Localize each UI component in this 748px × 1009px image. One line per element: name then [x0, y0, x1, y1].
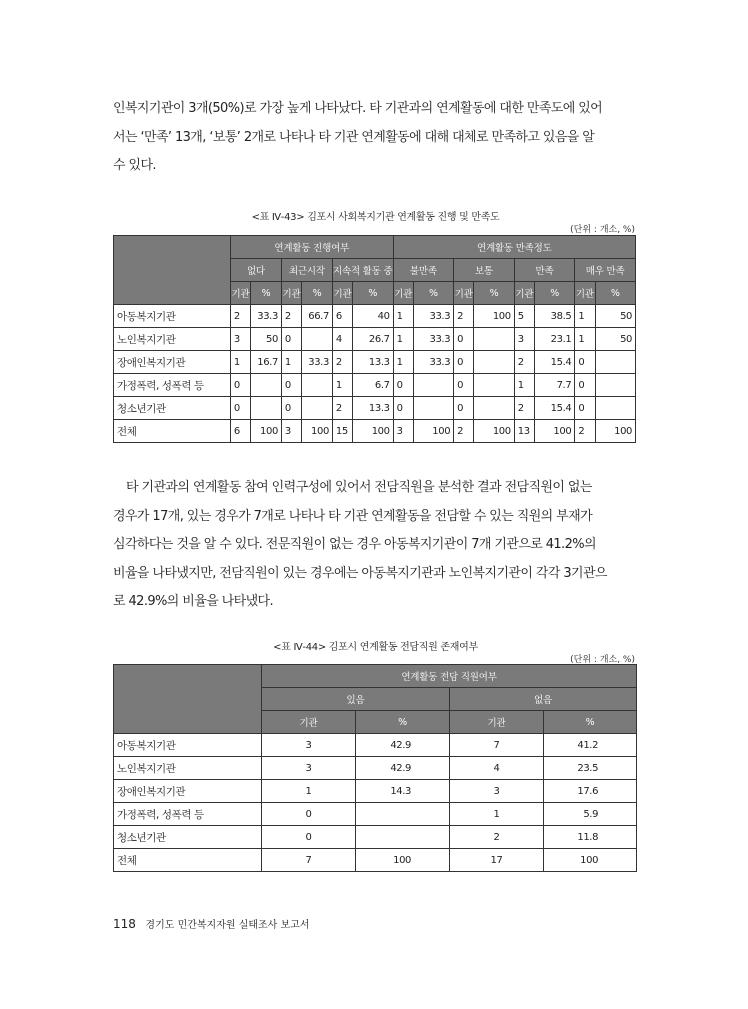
table-1-col-header: % — [302, 282, 333, 305]
paragraph-2-line: 심각하다는 것을 알 수 있다. 전문직원이 없는 경우 아동복지기관이 7개 기관으로 41.2%의 — [113, 537, 596, 552]
table-1-unit: (단위 : 개소, %) — [570, 225, 635, 235]
count-cell: 0 — [262, 826, 356, 849]
table-1-col-header: % — [595, 282, 636, 305]
count-cell: 1 — [230, 351, 250, 374]
table-2-body — [114, 734, 637, 872]
count-cell: 0 — [454, 397, 474, 420]
percent-cell: 50 — [595, 328, 636, 351]
table-1-col-header: 기관 — [454, 282, 474, 305]
count-cell: 7 — [450, 734, 544, 757]
table-1-col-header: % — [353, 282, 393, 305]
row-label: 노인복지기관 — [114, 757, 262, 780]
count-cell: 2 — [514, 351, 534, 374]
paragraph-2-line: 비율을 나타냈지만, 전담직원이 있는 경우에는 아동복지기관과 노인복지기관이 각각 3기관으 — [113, 565, 607, 581]
table-row — [114, 757, 637, 780]
count-cell: 1 — [393, 328, 413, 351]
percent-cell: 50 — [595, 305, 636, 328]
row-label: 청소년기관 — [114, 397, 231, 420]
row-label: 가정폭력, 성폭력 등 — [114, 803, 262, 826]
percent-cell: 7.7 — [534, 374, 574, 397]
table-1-body — [114, 305, 636, 443]
count-cell: 3 — [262, 734, 356, 757]
table-1-col-header: 기관 — [575, 282, 595, 305]
page-footer — [113, 916, 310, 931]
table-row — [114, 420, 636, 443]
percent-cell: 15.4 — [534, 397, 574, 420]
table-1 — [113, 235, 636, 443]
table-1-group-header: 연계활동 진행여부 — [230, 236, 393, 259]
count-cell: 2 — [575, 420, 595, 443]
paragraph-2-line: 타 기관과의 연계활동 참여 인력구성에 있어서 전담직원을 분석한 결과 전담직원이 없는 — [126, 480, 592, 495]
count-cell: 0 — [575, 374, 595, 397]
percent-cell: 100 — [356, 849, 450, 872]
count-cell: 3 — [450, 780, 544, 803]
count-cell: 0 — [454, 374, 474, 397]
percent-cell: 26.7 — [353, 328, 393, 351]
table-row — [114, 374, 636, 397]
count-cell: 3 — [281, 420, 301, 443]
percent-cell: 33.3 — [251, 305, 282, 328]
count-cell: 2 — [514, 397, 534, 420]
percent-cell: 13.3 — [353, 351, 393, 374]
percent-cell: 100 — [544, 849, 637, 872]
row-label: 전체 — [114, 420, 231, 443]
table-2-col-header: % — [544, 711, 637, 734]
table-1-col-header: % — [474, 282, 514, 305]
table-1-group-header-row — [114, 236, 636, 259]
percent-cell — [251, 374, 282, 397]
percent-cell: 100 — [413, 420, 453, 443]
percent-cell — [302, 374, 333, 397]
row-label: 전체 — [114, 849, 262, 872]
percent-cell: 14.3 — [356, 780, 450, 803]
count-cell: 4 — [332, 328, 352, 351]
percent-cell: 100 — [474, 420, 514, 443]
table-1-sub-header: 매우 만족 — [575, 259, 636, 282]
count-cell: 1 — [575, 305, 595, 328]
percent-cell: 42.9 — [356, 734, 450, 757]
paragraph-1-line: 서는 ‘만족’ 13개, ‘보통’ 2개로 나타나 타 기관 연계활동에 대해 대체로 만족하고 있음을 알 — [113, 129, 595, 145]
percent-cell — [356, 803, 450, 826]
table-1-col-header: 기관 — [393, 282, 413, 305]
paragraph-2 — [113, 474, 638, 617]
percent-cell — [474, 328, 514, 351]
count-cell: 1 — [575, 328, 595, 351]
percent-cell: 17.6 — [544, 780, 637, 803]
count-cell: 0 — [281, 328, 301, 351]
percent-cell: 6.7 — [353, 374, 393, 397]
table-1-col-header: % — [534, 282, 574, 305]
percent-cell: 11.8 — [544, 826, 637, 849]
percent-cell — [474, 374, 514, 397]
table-row — [114, 305, 636, 328]
table-1-col-header: 기관 — [514, 282, 534, 305]
table-1-caption: <표 Ⅳ-43> 김포시 사회복지기관 연계활동 진행 및 만족도 — [251, 212, 500, 223]
percent-cell: 33.3 — [302, 351, 333, 374]
count-cell: 1 — [262, 780, 356, 803]
count-cell: 4 — [450, 757, 544, 780]
table-1-col-header: 기관 — [332, 282, 352, 305]
table-1-sub-header: 최근시작 — [281, 259, 332, 282]
row-label: 장애인복지기관 — [114, 780, 262, 803]
row-label: 청소년기관 — [114, 826, 262, 849]
count-cell: 13 — [514, 420, 534, 443]
table-1-col-header: % — [251, 282, 282, 305]
table-2-col-header: 기관 — [450, 711, 544, 734]
row-label: 아동복지기관 — [114, 734, 262, 757]
table-row — [114, 734, 637, 757]
table-1-corner — [114, 236, 231, 305]
table-1-col-header: 기관 — [230, 282, 250, 305]
percent-cell: 13.3 — [353, 397, 393, 420]
percent-cell — [474, 397, 514, 420]
table-1-col-header: 기관 — [281, 282, 301, 305]
count-cell: 0 — [230, 374, 250, 397]
count-cell: 3 — [230, 328, 250, 351]
count-cell: 17 — [450, 849, 544, 872]
percent-cell — [302, 328, 333, 351]
percent-cell: 33.3 — [413, 305, 453, 328]
percent-cell: 100 — [302, 420, 333, 443]
row-label: 가정폭력, 성폭력 등 — [114, 374, 231, 397]
table-row — [114, 328, 636, 351]
table-2-unit: (단위 : 개소, %) — [570, 655, 635, 665]
percent-cell — [356, 826, 450, 849]
table-2 — [113, 664, 637, 872]
table-2-sub-header: 없음 — [450, 688, 637, 711]
percent-cell — [413, 397, 453, 420]
count-cell: 6 — [332, 305, 352, 328]
percent-cell — [595, 351, 636, 374]
count-cell: 0 — [393, 374, 413, 397]
percent-cell: 38.5 — [534, 305, 574, 328]
percent-cell: 16.7 — [251, 351, 282, 374]
count-cell: 1 — [393, 351, 413, 374]
count-cell: 1 — [393, 305, 413, 328]
paragraph-1 — [113, 95, 638, 181]
table-row — [114, 826, 637, 849]
percent-cell — [595, 374, 636, 397]
table-1-col-header: % — [413, 282, 453, 305]
percent-cell: 23.1 — [534, 328, 574, 351]
table-2-col-header: 기관 — [262, 711, 356, 734]
count-cell: 2 — [332, 351, 352, 374]
table-1-group-header: 연계활동 만족정도 — [393, 236, 635, 259]
percent-cell: 40 — [353, 305, 393, 328]
count-cell: 3 — [514, 328, 534, 351]
count-cell: 3 — [393, 420, 413, 443]
count-cell: 1 — [450, 803, 544, 826]
page-number: 118 — [113, 917, 136, 931]
table-row — [114, 780, 637, 803]
count-cell: 2 — [230, 305, 250, 328]
table-1-sub-header: 지속적 활동 중 — [332, 259, 393, 282]
percent-cell: 100 — [353, 420, 393, 443]
percent-cell — [302, 397, 333, 420]
table-row — [114, 849, 637, 872]
book-title: 경기도 민간복지자원 실태조사 보고서 — [145, 920, 310, 931]
percent-cell: 50 — [251, 328, 282, 351]
count-cell: 0 — [454, 351, 474, 374]
percent-cell: 100 — [251, 420, 282, 443]
row-label: 장애인복지기관 — [114, 351, 231, 374]
count-cell: 0 — [230, 397, 250, 420]
paragraph-2-line: 경우가 17개, 있는 경우가 7개로 나타나 타 기관 연계활동을 전담할 수 있는 직원의 부재가 — [113, 508, 593, 524]
percent-cell — [251, 397, 282, 420]
percent-cell: 33.3 — [413, 351, 453, 374]
count-cell: 6 — [230, 420, 250, 443]
count-cell: 1 — [514, 374, 534, 397]
percent-cell: 66.7 — [302, 305, 333, 328]
count-cell: 2 — [454, 420, 474, 443]
count-cell: 2 — [450, 826, 544, 849]
count-cell: 2 — [281, 305, 301, 328]
count-cell: 0 — [393, 397, 413, 420]
table-2-group-header: 연계활동 전담 직원여부 — [262, 665, 637, 688]
table-row — [114, 351, 636, 374]
percent-cell: 100 — [534, 420, 574, 443]
percent-cell: 5.9 — [544, 803, 637, 826]
table-1-sub-header: 보통 — [454, 259, 515, 282]
percent-cell: 100 — [474, 305, 514, 328]
paragraph-1-line: 인복지기관이 3개(50%)로 가장 높게 나타났다. 타 기관과의 연계활동에 대한 만족도에 있어 — [113, 101, 603, 116]
percent-cell: 100 — [595, 420, 636, 443]
table-2-caption: <표 Ⅳ-44> 김포시 연계활동 전담직원 존재여부 — [273, 642, 478, 653]
percent-cell — [413, 374, 453, 397]
paragraph-2-line: 로 42.9%의 비율을 나타냈다. — [113, 594, 274, 609]
table-row — [114, 803, 637, 826]
table-2-col-header: % — [356, 711, 450, 734]
count-cell: 2 — [332, 397, 352, 420]
percent-cell: 15.4 — [534, 351, 574, 374]
count-cell: 1 — [281, 351, 301, 374]
count-cell: 0 — [281, 397, 301, 420]
count-cell: 0 — [262, 803, 356, 826]
percent-cell: 42.9 — [356, 757, 450, 780]
row-label: 노인복지기관 — [114, 328, 231, 351]
percent-cell: 23.5 — [544, 757, 637, 780]
count-cell: 3 — [262, 757, 356, 780]
percent-cell: 41.2 — [544, 734, 637, 757]
table-1-sub-header: 없다 — [230, 259, 281, 282]
percent-cell — [595, 397, 636, 420]
count-cell: 1 — [332, 374, 352, 397]
table-1-sub-header: 만족 — [514, 259, 575, 282]
table-2-sub-header: 있음 — [262, 688, 450, 711]
count-cell: 2 — [454, 305, 474, 328]
table-2-group-header-row — [114, 665, 637, 688]
table-2-corner — [114, 665, 262, 734]
table-1-sub-header: 불만족 — [393, 259, 454, 282]
table-row — [114, 397, 636, 420]
count-cell: 0 — [575, 351, 595, 374]
row-label: 아동복지기관 — [114, 305, 231, 328]
count-cell: 5 — [514, 305, 534, 328]
count-cell: 0 — [454, 328, 474, 351]
paragraph-1-line: 수 있다. — [113, 158, 156, 173]
count-cell: 7 — [262, 849, 356, 872]
percent-cell: 33.3 — [413, 328, 453, 351]
percent-cell — [474, 351, 514, 374]
count-cell: 15 — [332, 420, 352, 443]
count-cell: 0 — [281, 374, 301, 397]
count-cell: 0 — [575, 397, 595, 420]
